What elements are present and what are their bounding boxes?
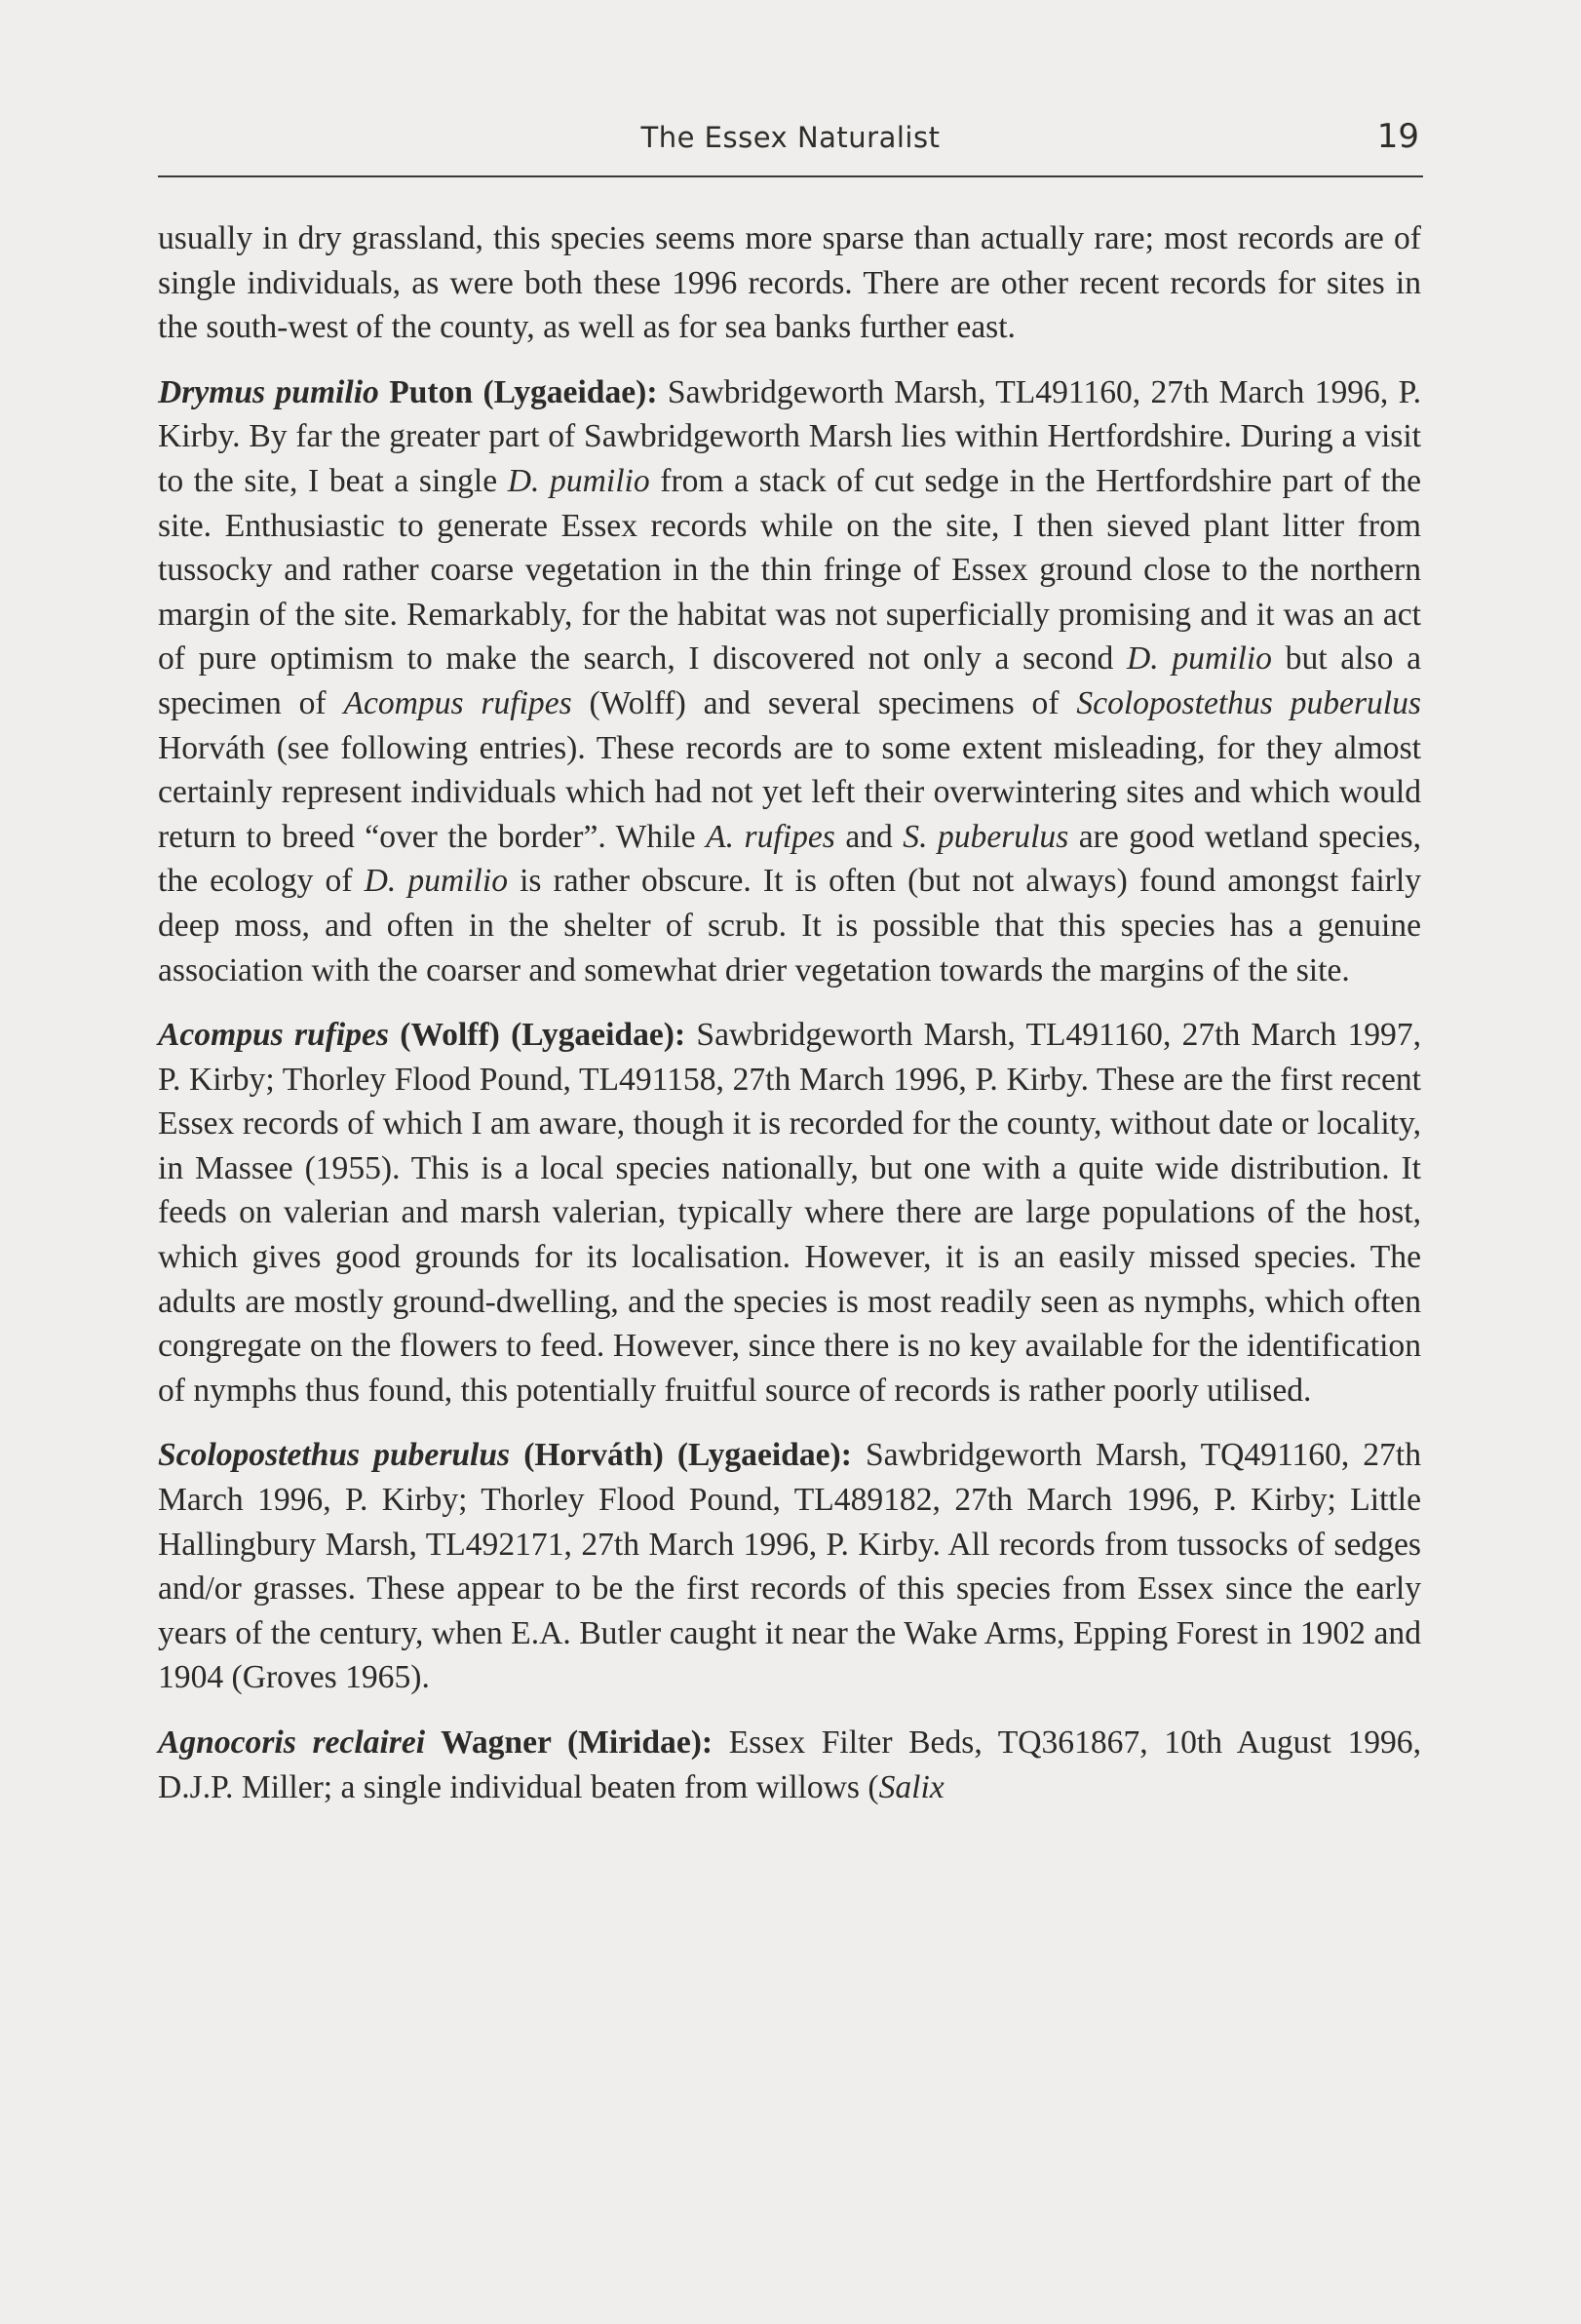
species-entry-agnocoris-reclairei [158,1721,1421,1809]
species-entry-drymus-pumilio [158,370,1421,992]
entry-text: Horváth (see following entries). These records are to some extent misleading, for they almost certainly represent individuals which had not yet left their overwintering sites and which would return to breed “over the border”. While [158,729,1421,855]
species-entry-acompus-rufipes [158,1013,1421,1413]
italic-species-ref: Salix [878,1768,945,1805]
journal-title: The Essex Naturalist [640,121,941,154]
italic-species-ref: Scolopostethus puberulus [1076,684,1421,721]
entry-text: are good wetland species, the ecology of [158,818,1421,900]
page-number: 19 [1376,117,1419,156]
species-author-family: Wagner (Miridae): [425,1724,713,1761]
entry-text: from a stack of cut sedge in the Hertfordshire part of the site. Enthusiastic to generate Essex records while on the site, I then sieved plant litter from tussocky and rather coarse vegetation in the thin fringe of Essex ground close to the northern margin of the site. Remarkably, for the habitat was not superficially promising and it was an act of pure optimism to make the search, I discovered not only a second [158,462,1421,678]
entry-text: Sawbridgeworth Marsh, TL491160, 27th March 1996, P. Kirby. By far the greater part of Sawbridgeworth Marsh lies within Hertfordshire. During a visit to the site, I beat a single [158,373,1421,499]
entry-text: is rather obscure. It is often (but not always) found amongst fairly deep moss, and often in the shelter of scrub. It is possible that this species has a genuine association with the coarser and somewhat drier vegetation towards the margins of the site. [158,863,1421,988]
species-author-family: (Horváth) (Lygaeidae): [510,1437,852,1474]
italic-species-ref: D. pumilio [364,863,508,900]
entry-text: Essex Filter Beds, TQ361867, 10th August 1996, D.J.P. Miller; a single individual beaten from willows ( [158,1724,1421,1805]
entry-text: (Wolff) and several specimens of [571,684,1077,721]
entry-text: Sawbridgeworth Marsh, TL491160, 27th March 1997, P. Kirby; Thorley Flood Pound, TL491158, 27th March 1996, P. Kirby. These are the first recent Essex records of which I am aware, though it is recorded for the county, without date or locality, in Massee (1955). This is a local species nationally, but one with a quite wide distribution. It feeds on valerian and marsh valerian, typically where there are large populations of the host, which gives good grounds for its localisation. However, it is an easily missed species. The adults are mostly ground-dwelling, and the species is most readily seen as nymphs, which often congregate on the flowers to feed. However, since there is no key available for the identification of nymphs thus found, this potentially fruitful source of records is rather poorly utilised. [158,1017,1421,1409]
italic-species-ref: A. rufipes [706,818,835,855]
species-author-family: (Wolff) (Lygaeidae): [389,1017,686,1054]
italic-species-ref: D. pumilio [507,462,650,499]
entry-text: and [834,818,904,855]
paragraph-text: usually in dry grassland, this species seems more sparse than actually rare; most records are of single individuals, as were both these 1996 records. There are other recent records for sites in the south-west of the county, as well as for sea banks further east. [158,220,1421,346]
italic-species-ref: S. puberulus [903,818,1069,855]
species-name: Drymus pumilio [158,373,379,410]
italic-species-ref: D. pumilio [1127,640,1272,678]
paragraph-continuation [158,216,1421,350]
entry-text: but also a specimen of [158,640,1421,721]
species-author-family: Puton (Lygaeidae): [378,373,658,410]
article-body [158,216,1421,1830]
species-entry-scolopostethus-puberulus [158,1433,1421,1700]
italic-species-ref: Acompus rufipes [343,684,572,721]
running-header [158,117,1423,177]
entry-text: Sawbridgeworth Marsh, TQ491160, 27th March 1996, P. Kirby; Thorley Flood Pound, TL489182, 27th March 1996, P. Kirby; Little Hallingbury Marsh, TL492171, 27th March 1996, P. Kirby. All records from tussocks of sedges and/or grasses. These appear to be the first records of this species from Essex since the early years of the century, when E.A. Butler caught it near the Wake Arms, Epping Forest in 1902 and 1904 (Groves 1965). [158,1437,1421,1696]
species-name: Scolopostethus puberulus [158,1437,511,1474]
species-name: Agnocoris reclairei [158,1724,426,1761]
species-name: Acompus rufipes [158,1017,390,1054]
